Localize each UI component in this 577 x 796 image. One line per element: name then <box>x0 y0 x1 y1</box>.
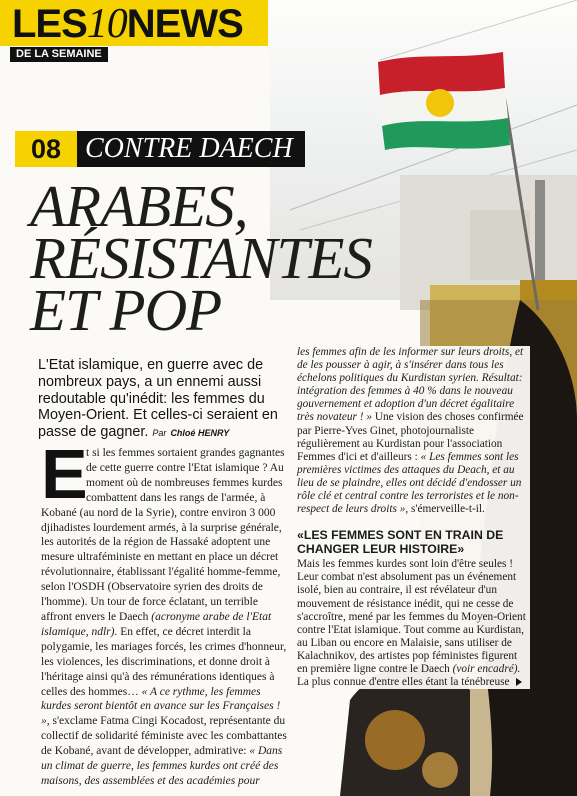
masthead-prefix: LES <box>12 2 87 46</box>
text: Une vision des choses confirmée par Pierre-Yves Ginet, photojournaliste régulièrement au Kurdistan pour l'association Femmes d'ici et d'ailleurs : <box>297 411 524 463</box>
kurdish-flag <box>378 52 510 150</box>
section-number: 08 <box>15 131 77 167</box>
text: En effet, ce décret interdit la polygamie, les mariages forcés, les crimes d'honneur, les violences, les discriminations, et donne droit à l'héritage ainsi qu'à des rémunérations identiques à celles des hommes… <box>41 625 287 698</box>
masthead <box>0 0 268 46</box>
text: t si les femmes sortaient grandes gagnantes de cette guerre contre l'Etat islamique ? Au moment où de nombreuses femmes kurdes combattent dans les rangs de l'armée, à Kobané (au nord de la Syrie), contre environ 3 000 djihadistes lourdement armés, à la surprise générale, les autorités de la région de Hassaké adoptent une mesure ultraféministe en mettant en place un décret révolutionnaire, établissant l'égalité homme-femme, selon l'OSDH (Observatoire syrien des droits de l'homme). Un tour de force éclatant, un terrible affront envers le Daech <box>41 447 285 623</box>
quote: les femmes afin de les informer sur leurs droits, et de les pousser à agir, à s'insérer dans tous les échelons politiques du Kurdistan syrien. Résultat: intégration des femmes à 40 % dans le nouveau gouvernement et adoption d'un décret égalitaire très novateur ! » <box>297 346 524 424</box>
headline-line-2: RÉSISTANTES <box>30 225 372 291</box>
article-column-1 <box>41 435 287 789</box>
byline-name: Chloé HENRY <box>170 428 230 439</box>
standfirst <box>38 357 283 442</box>
text: La plus connue d'entre elles étant la ténébreuse <box>297 676 510 689</box>
paragraph <box>297 558 530 689</box>
quote: « Dans un climat de guerre, les femmes kurdes ont créé des maisons, des assemblées et des académies pour <box>41 745 283 787</box>
quote: « A ce rythme, les femmes kurdes seront bientôt en avance sur les Françaises ! », <box>41 685 281 728</box>
quote: « Les femmes sont les premières victimes des attaques du Deach, et au lieu de se plaindre, elles ont décidé d'endosser un rôle clé et central contre les terroristes et le non-respect de leurs droits », <box>297 450 522 516</box>
masthead-title <box>12 2 243 46</box>
text-note: (acronyme arabe de l'Etat islamique, ndlr). <box>41 610 272 638</box>
masthead-number: 10 <box>86 1 127 47</box>
text: s'émerveille-t-il. <box>411 503 485 516</box>
masthead-suffix: NEWS <box>126 2 243 46</box>
drop-cap: E <box>41 435 88 513</box>
byline-prefix: Par <box>152 428 167 439</box>
text-note: (voir encadré). <box>452 662 521 675</box>
article-column-2 <box>291 346 530 689</box>
subheading: «LES FEMMES SONT EN TRAIN DE CHANGER LEUR HISTOIRE» <box>297 528 504 557</box>
headline-line-1: ARABES, <box>30 173 248 239</box>
paragraph <box>297 346 530 516</box>
headline-line-3: ET POP <box>30 277 222 343</box>
text: Mais les femmes kurdes sont loin d'être seules ! Leur combat n'est absolument pas un événement isolé, bien au contraire, il est révélateur d'un mouvement de résistance inédit, qui ne cesse de s'accroître, mené par les femmes du Moyen-Orient contre l'Etat islamique. Tout comme au Kurdistan, au Liban ou encore en Malaisie, sans utiliser de Kalachnikov, des artistes pop féministes figurent en première ligne contre le Daech <box>297 558 526 675</box>
section-banner <box>15 131 305 167</box>
masthead-subtitle: DE LA SEMAINE <box>10 47 108 62</box>
standfirst-text: L'Etat islamique, en guerre avec de nombreux pays, a un ennemi aussi redoutable qu'inédit: les femmes du Moyen-Orient. Et celles-ci seraient en passe de gagner. <box>38 357 278 441</box>
text: s'exclame Fatma Cingi Kocadost, représentante du collectif de solidarité féministe avec les combattantes de Kobané, avant de développer, admirative: <box>41 715 287 758</box>
headline <box>30 173 372 343</box>
section-title: CONTRE DAECH <box>77 131 305 167</box>
continue-arrow-icon <box>516 678 522 686</box>
